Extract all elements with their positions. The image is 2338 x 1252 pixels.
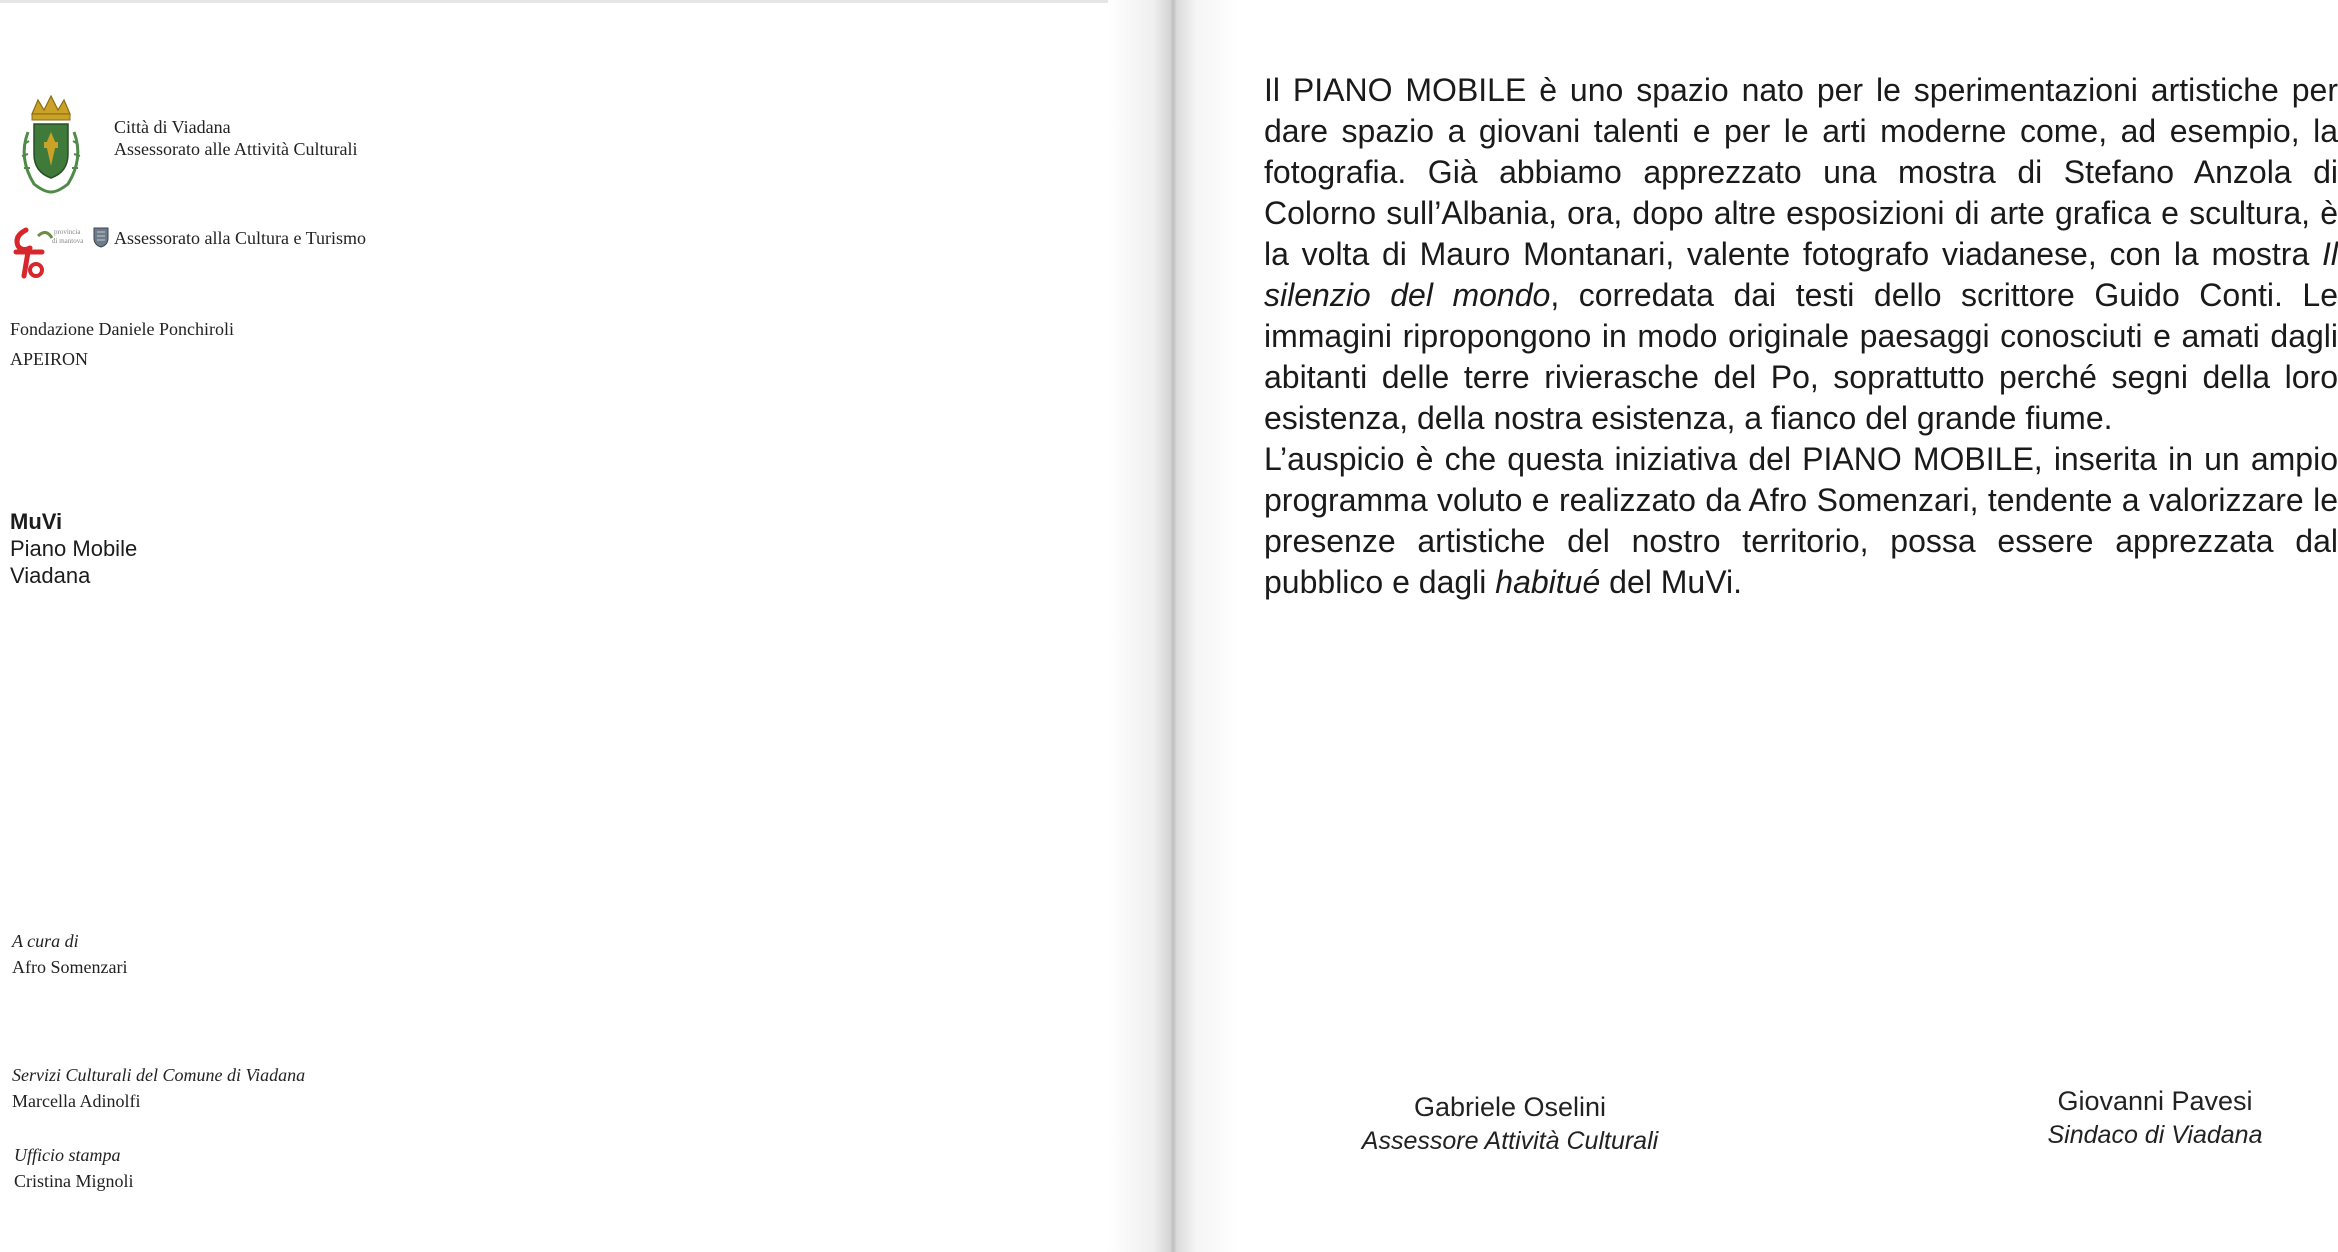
credit-role: Servizi Culturali del Comune di Viadana [12, 1065, 306, 1085]
muvi-block [10, 508, 137, 589]
credit-curator [12, 930, 127, 978]
text-run: L’auspicio è che questa iniziativa del PIANO MOBILE, inserita in un ampio programma voluto e realizzato da Afro Somenzari, tendente a valorizzare le presenze artistiche del nostro territorio, possa essere apprezzata dal pubblico e dagli [1264, 441, 2338, 600]
paragraph-2 [1264, 439, 2338, 603]
viadana-crest-icon [14, 92, 88, 198]
foundation-name: Fondazione Daniele Ponchiroli [10, 319, 234, 339]
credit-name: Cristina Mignoli [14, 1171, 134, 1191]
signature-oselini [1350, 1090, 1670, 1158]
signature-name: Gabriele Oselini [1413, 1092, 1607, 1122]
page-top-edge [0, 0, 1108, 3]
credit-press-office [14, 1144, 134, 1192]
text-run: del MuVi. [1600, 564, 1742, 600]
muvi-line-2: Viadana [10, 563, 91, 588]
body-text [1264, 70, 2338, 603]
city-name: Città di Viadana [114, 117, 231, 137]
province-shield-icon [92, 226, 110, 248]
signature-role: Sindaco di Viadana [2047, 1121, 2263, 1149]
paragraph-1 [1264, 70, 2338, 439]
province-logo-text-2: di mantova [52, 237, 84, 245]
credit-cultural-services [12, 1064, 305, 1112]
italic-term: habitué [1495, 564, 1601, 600]
signature-name: Giovanni Pavesi [2057, 1086, 2253, 1116]
text-run: Il PIANO MOBILE è uno spazio nato per le sperimentazioni artistiche per dare spazio a giovani talenti e per le arti moderne come, ad esempio, la fotografia. Già abbiamo apprezzato una mostra di Stefano Anzola di Colorno sull’Albania, ora, dopo altre esposizioni di arte grafica e scultura, è la volta di Mauro Montanari, valente fotografo viadanese, con la mostra [1264, 72, 2338, 272]
city-department: Assessorato alle Attività Culturali [114, 139, 358, 159]
muvi-title: MuVi [10, 509, 63, 534]
foundation-block [10, 318, 234, 370]
muvi-line-1: Piano Mobile [10, 536, 138, 561]
exhibition-title: Il silenzio del mondo [1264, 236, 2338, 313]
book-gutter [1108, 0, 1238, 1252]
province-logo-text-1: provincia [54, 228, 81, 236]
signature-pavesi [2030, 1084, 2280, 1152]
city-block [114, 116, 357, 160]
provincia-mantova-logo-icon [8, 222, 92, 284]
credit-role: Ufficio stampa [14, 1145, 121, 1165]
signature-role: Assessore Attività Culturali [1361, 1127, 1659, 1155]
text-run: , corredata dai testi dello scrittore Guido Conti. Le immagini ripropongono in modo originale paesaggi conosciuti e amati dagli abitanti delle terre rivierasche del Po, soprattutto perché segni della loro esistenza, della nostra esistenza, a fianco del grande fiume. [1264, 277, 2338, 436]
province-department: Assessorato alla Cultura e Turismo [114, 228, 366, 248]
credit-name: Marcella Adinolfi [12, 1091, 141, 1111]
foundation-subtitle: APEIRON [10, 349, 89, 369]
credit-name: Afro Somenzari [12, 957, 128, 977]
credit-role: A cura di [12, 931, 79, 951]
